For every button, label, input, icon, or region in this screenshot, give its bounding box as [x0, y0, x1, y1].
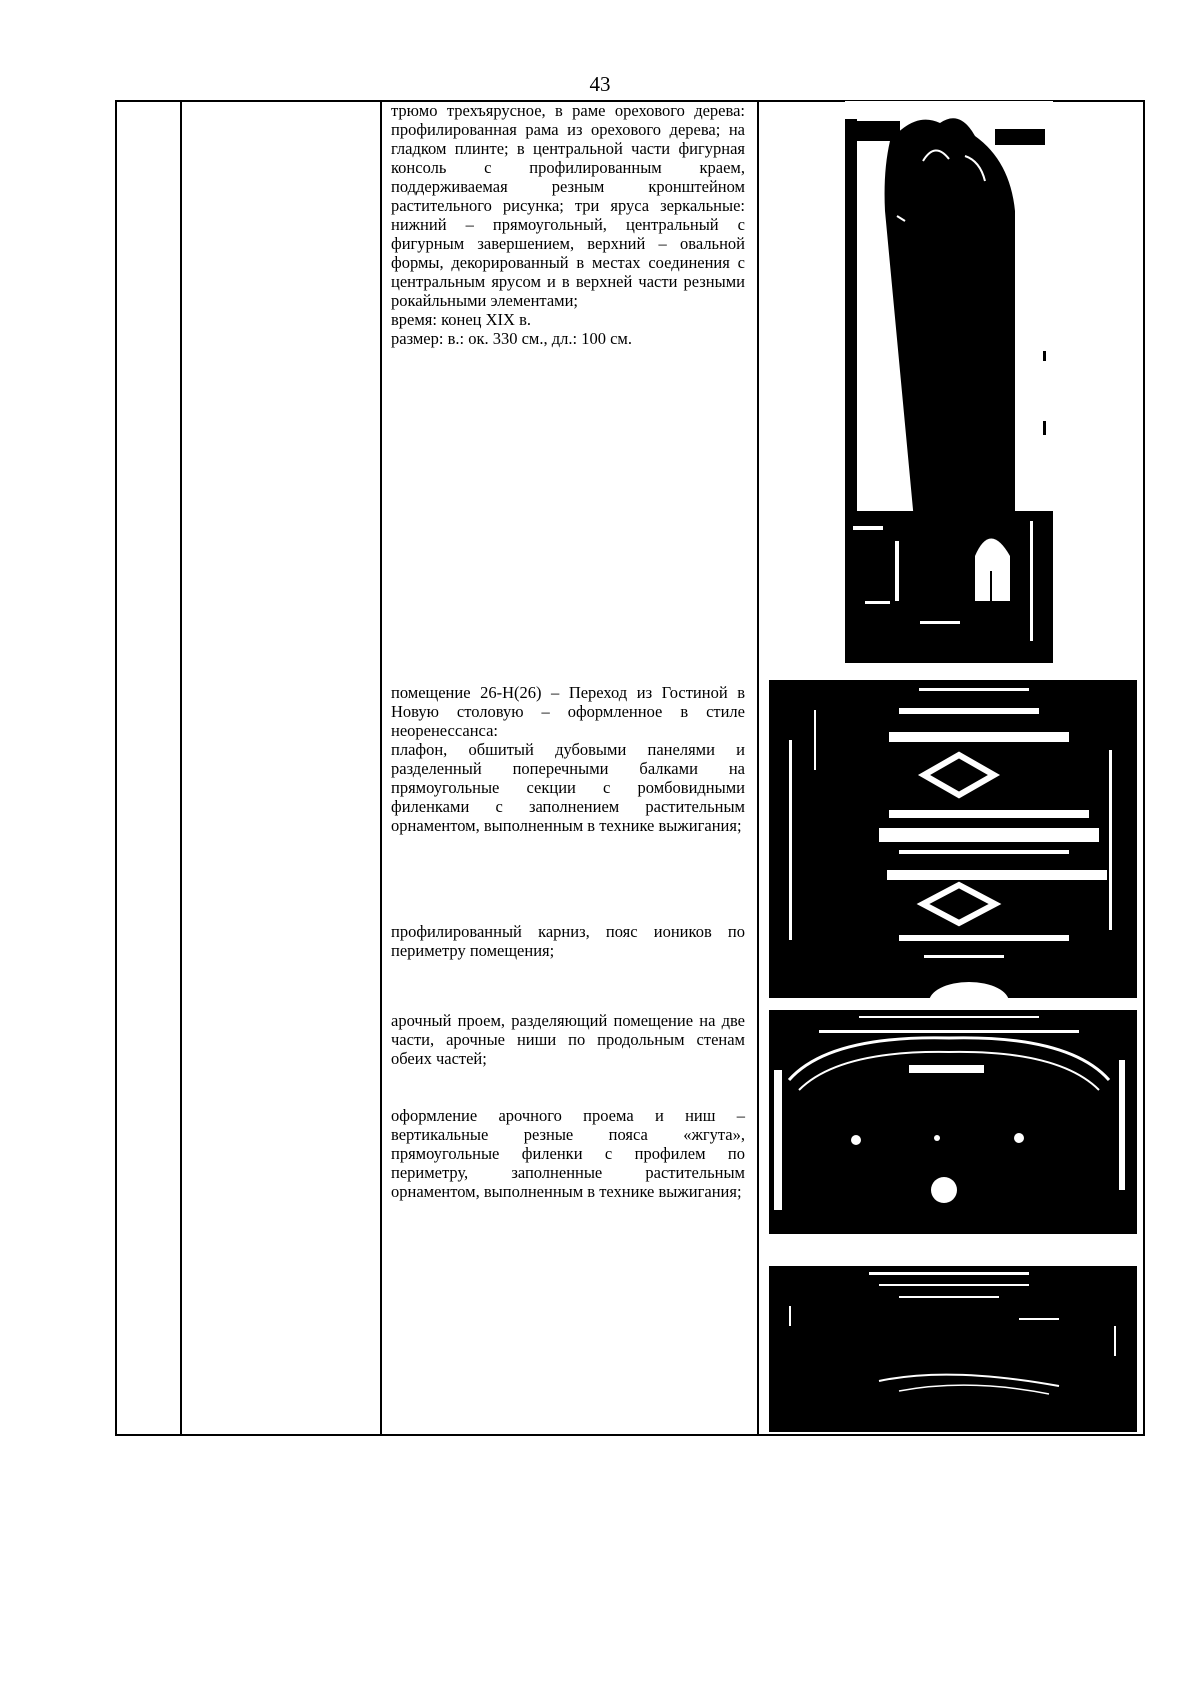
photo-ceiling-detail — [769, 1266, 1137, 1432]
photo-trumeau-mirror — [845, 101, 1053, 663]
description-room-26 — [391, 683, 745, 835]
description-paragraph: помещение 26-Н(26) – Переход из Гостиной в Новую столовую – оформленное в стиле неоренессанса: — [391, 683, 745, 740]
description-arch-decoration — [391, 1106, 745, 1201]
description-paragraph: арочный проем, разделяющий помещение на две части, арочные ниши по продольным стенам обеих частей; — [391, 1011, 745, 1068]
photo-arch-opening — [769, 1010, 1137, 1234]
description-paragraph: плафон, обшитый дубовыми панелями и разделенный поперечными балками на прямоугольные секции с ромбовидными филенками с заполнением растительным орнаментом, выполненным в технике выжигания; — [391, 740, 745, 835]
trumeau-mirror-image — [845, 101, 1053, 663]
column-divider-2 — [380, 102, 382, 1434]
description-paragraph: время: конец XIX в. — [391, 310, 532, 329]
description-cornice — [391, 922, 745, 960]
ceiling-panels-image — [769, 680, 1137, 998]
ceiling-detail-image — [769, 1266, 1137, 1432]
description-paragraph: оформление арочного проема и ниш – вертикальные резные пояса «жгута», прямоугольные филенки с профилем по периметру, заполненные растительным орнаментом, выполненным в технике выжигания; — [391, 1106, 745, 1201]
photo-ceiling-panels — [769, 680, 1137, 998]
description-paragraph: трюмо трехъярусное, в раме орехового дерева: профилированная рама из орехового дерева; на гладком плинте; в центральной части фигурная консоль с профилированным краем, поддерживаемая резным кронштейном растительного рисунка; три яруса зеркальные: нижний – прямоугольный, центральный с фигурным завершением, верхний – овальной формы, декорированный в местах соединения с центральным ярусом и в верхней части резными рокайльными элементами; — [391, 101, 745, 310]
description-arch — [391, 1011, 745, 1068]
description-paragraph: размер: в.: ок. 330 см., дл.: 100 см. — [391, 329, 632, 348]
description-trumeau — [391, 101, 745, 348]
column-divider-1 — [180, 102, 182, 1434]
arch-opening-image — [769, 1010, 1137, 1234]
description-paragraph: профилированный карниз, пояс иоников по периметру помещения; — [391, 922, 745, 960]
page-number: 43 — [589, 72, 611, 96]
column-divider-3 — [757, 102, 759, 1434]
